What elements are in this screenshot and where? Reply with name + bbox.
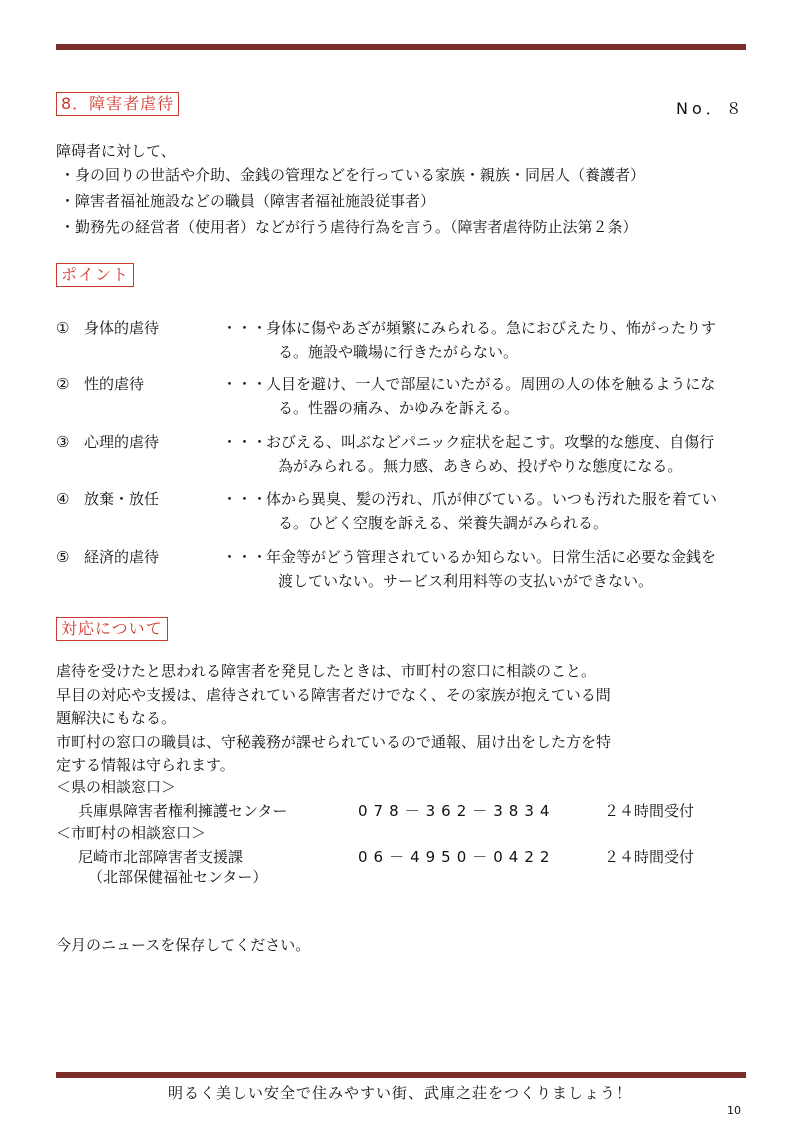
city-contact-phone: 06－4950－0422 bbox=[358, 848, 556, 866]
issue-number: No．８ bbox=[676, 99, 746, 118]
point-title: 身体的虐待 bbox=[84, 319, 160, 337]
city-contact-subname: （北部保健福祉センター） bbox=[88, 868, 268, 886]
point-dots: ・・・ bbox=[222, 548, 268, 566]
point-desc-line1: おびえる、叫ぶなどパニック症状を起こす。攻撃的な態度、自傷行 bbox=[266, 433, 715, 451]
prefecture-contact-name: 兵庫県障害者権利擁護センター bbox=[78, 802, 288, 820]
point-desc-line2: 渡していない。サービス利用料等の支払いができない。 bbox=[278, 572, 654, 590]
prefecture-contact-phone: 078－362－3834 bbox=[358, 802, 556, 820]
definition-bullet-2: ・障害者福祉施設などの職員（障害者福祉施設従事者） bbox=[60, 192, 436, 210]
point-dots: ・・・ bbox=[222, 433, 268, 451]
city-contact-label: ＜市町村の相談窓口＞ bbox=[56, 824, 207, 842]
point-desc-line2: る。ひどく空腹を訴える、栄養失調がみられる。 bbox=[278, 514, 609, 532]
point-desc-line1: 体から異臭、髪の汚れ、爪が伸びている。いつも汚れた服を着てい bbox=[266, 490, 717, 508]
footer-slogan: 明るく美しい安全で住みやすい街、武庫之荘をつくりましょう！ bbox=[167, 1084, 632, 1102]
point-dots: ・・・ bbox=[222, 490, 268, 508]
point-desc-line2: る。施設や職場に行きたがらない。 bbox=[278, 343, 519, 361]
definition-bullet-1: ・身の回りの世話や介助、金銭の管理などを行っている家族・親族・同居人（養護者） bbox=[60, 166, 646, 184]
point-number: ③ bbox=[56, 433, 70, 451]
point-title: 性的虐待 bbox=[84, 375, 145, 393]
prefecture-contact-hours: ２４時間受付 bbox=[604, 802, 695, 820]
section-title: 8．障害者虐待 bbox=[56, 92, 179, 116]
point-desc-line1: 年金等がどう管理されているか知らない。日常生活に必要な金銭を bbox=[266, 548, 717, 566]
response-line: 虐待を受けたと思われる障害者を発見したときは、市町村の窓口に相談のこと。 bbox=[56, 662, 597, 680]
page-number: 10 bbox=[727, 1104, 741, 1117]
point-desc-line1: 身体に傷やあざが頻繁にみられる。急におびえたり、怖がったりす bbox=[266, 319, 717, 337]
point-title: 経済的虐待 bbox=[84, 548, 160, 566]
definition-intro: 障碍者に対して、 bbox=[56, 142, 176, 160]
prefecture-contact-label: ＜県の相談窓口＞ bbox=[56, 778, 177, 796]
bottom-rule bbox=[56, 1072, 746, 1078]
response-line: 題解決にもなる。 bbox=[56, 709, 177, 727]
point-desc-line2: る。性器の痛み、かゆみを訴える。 bbox=[278, 399, 519, 417]
point-number: ① bbox=[56, 319, 70, 337]
top-rule bbox=[56, 44, 746, 50]
point-dots: ・・・ bbox=[222, 375, 268, 393]
point-number: ⑤ bbox=[56, 548, 70, 566]
point-title: 放棄・放任 bbox=[84, 490, 160, 508]
point-dots: ・・・ bbox=[222, 319, 268, 337]
definition-bullet-3: ・勤務先の経営者（使用者）などが行う虐待行為を言う。（障害者虐待防止法第２条） bbox=[60, 218, 638, 236]
response-line: 市町村の窓口の職員は、守秘義務が課せられているので通報、届け出をした方を特 bbox=[56, 733, 612, 751]
response-line: 定する情報は守られます。 bbox=[56, 756, 235, 774]
point-title: 心理的虐待 bbox=[84, 433, 160, 451]
closing-note: 今月のニュースを保存してください。 bbox=[56, 936, 311, 954]
points-heading: ポイント bbox=[56, 263, 134, 287]
response-heading: 対応について bbox=[56, 617, 168, 641]
response-line: 早目の対応や支援は、虐待されている障害者だけでなく、その家族が抱えている問 bbox=[56, 686, 611, 704]
point-number: ④ bbox=[56, 490, 70, 508]
point-number: ② bbox=[56, 375, 70, 393]
point-desc-line2: 為がみられる。無力感、あきらめ、投げやりな態度になる。 bbox=[278, 457, 683, 475]
point-desc-line1: 人目を避け、一人で部屋にいたがる。周囲の人の体を触るようにな bbox=[266, 375, 716, 393]
city-contact-hours: ２４時間受付 bbox=[604, 848, 695, 866]
city-contact-name: 尼崎市北部障害者支援課 bbox=[78, 848, 244, 866]
